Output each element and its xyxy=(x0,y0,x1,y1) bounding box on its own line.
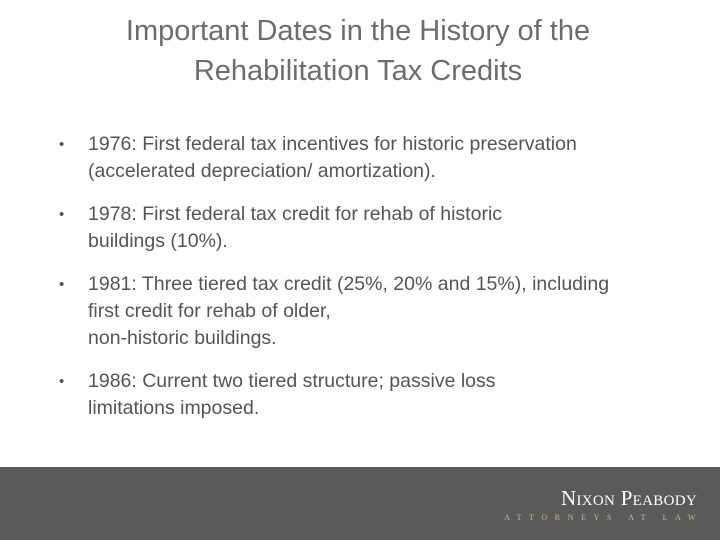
bullet-item-1976 xyxy=(59,131,699,185)
slide-title-line-1: Important Dates in the History of the xyxy=(125,15,591,47)
footer-bar xyxy=(0,467,720,540)
logo-tagline: ATTORNEYS AT LAW xyxy=(504,513,703,522)
bullet-line: 1981: Three tiered tax credit (25%, 20% and 15%), including xyxy=(88,273,610,295)
bullet-line: 1986: Current two tiered structure; passive loss xyxy=(88,370,496,392)
bullet-line: (accelerated depreciation/ amortization). xyxy=(88,160,436,182)
bullet-text xyxy=(88,131,699,185)
bullet-item-1981 xyxy=(59,271,699,352)
bullet-icon: • xyxy=(59,276,65,293)
bullet-text xyxy=(88,201,699,255)
bullet-text xyxy=(88,271,699,352)
bullet-icon: • xyxy=(59,136,65,153)
bullet-item-1978 xyxy=(59,201,699,255)
bullet-text xyxy=(88,368,699,422)
bullet-line: 1978: First federal tax credit for rehab of historic xyxy=(88,203,503,225)
bullet-line: first credit for rehab of older, xyxy=(88,300,331,322)
bullet-list xyxy=(59,131,699,438)
bullet-icon: • xyxy=(59,373,65,390)
bullet-icon: • xyxy=(59,206,65,223)
logo-name: Nixon Peabody xyxy=(561,486,697,510)
bullet-line: non-historic buildings. xyxy=(88,327,277,349)
slide-title xyxy=(0,11,716,91)
bullet-line: buildings (10%). xyxy=(88,230,228,252)
bullet-item-1986 xyxy=(59,368,699,422)
bullet-line: limitations imposed. xyxy=(88,397,260,419)
firm-logo xyxy=(504,486,703,524)
slide-title-line-2: Rehabilitation Tax Credits xyxy=(193,55,523,87)
bullet-line: 1976: First federal tax incentives for historic preservation xyxy=(88,133,577,155)
